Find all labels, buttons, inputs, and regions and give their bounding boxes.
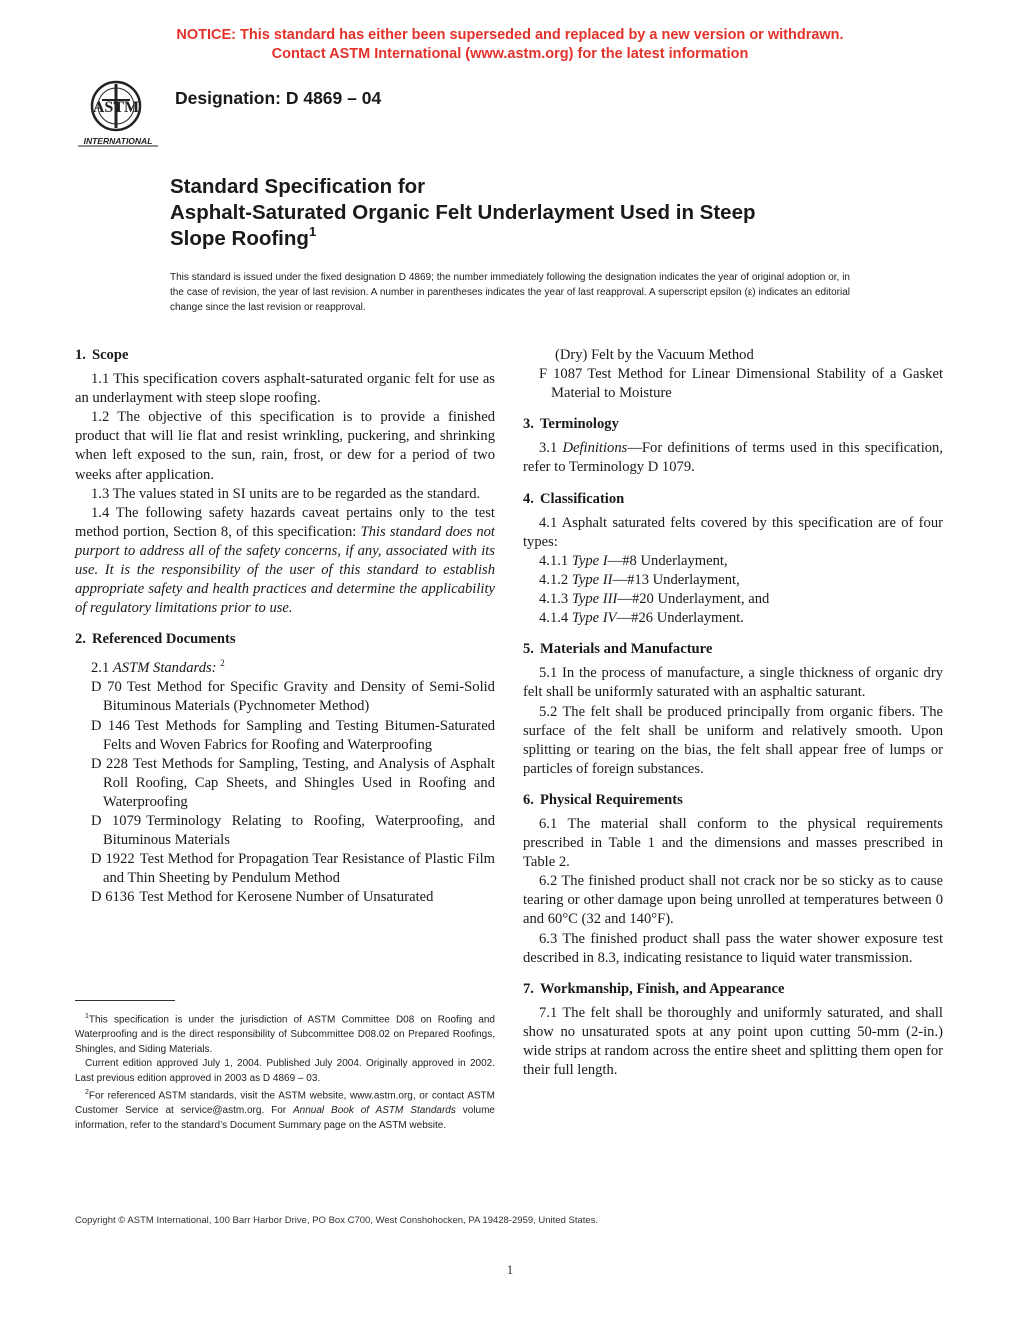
paragraph-7-1: 7.1 The felt shall be thoroughly and uniformly saturated, and shall show no unsaturated spots at any point upon cutting 50-mm (2-in.) wide strips at random across the entire sheet and splitting them open for their full length. xyxy=(523,1004,943,1079)
footnote-1 xyxy=(75,1010,495,1057)
title-line-3 xyxy=(170,226,870,252)
paragraph-2-1-num: 2.1 xyxy=(91,660,113,677)
type-number: 4.1.1 xyxy=(539,552,569,569)
section-number: 6. xyxy=(523,791,534,808)
type-item xyxy=(539,609,943,628)
section-heading-terminology xyxy=(523,415,943,434)
reference-item xyxy=(91,678,495,716)
footnote-2-text-b: volume information, refer to the standard’s Document Summary page on the ASTM website. xyxy=(75,1105,495,1131)
reference-item xyxy=(91,717,495,755)
section-heading-physical-requirements xyxy=(523,791,943,810)
logo-text: ASTM xyxy=(92,99,140,116)
notice-line-1: NOTICE: This standard has either been superseded and replaced by a new version or withdrawn. xyxy=(176,27,844,43)
footnote-2-marker: 2 xyxy=(85,1089,89,1097)
reference-continuation: (Dry) Felt by the Vacuum Method xyxy=(555,347,754,363)
issue-note: This standard is issued under the fixed designation D 4869; the number immediately following the designation indicates the year of original adoption or, in the case of revision, the year of last revision. A number in parentheses indicates the year of last reapproval. A superscript epsilon (ε) indicates an editorial change since the last revision or reapproval. xyxy=(170,272,850,313)
title-line-3-text: Slope Roofing xyxy=(170,227,309,250)
definitions-label: Definitions xyxy=(562,440,628,457)
paragraph-1-4 xyxy=(75,504,495,619)
document-title xyxy=(170,174,870,252)
type-text: —#13 Underlayment, xyxy=(612,571,740,588)
title-line-1: Standard Specification for xyxy=(170,175,426,198)
reference-code: D 228 xyxy=(91,755,128,772)
reference-code: D 70 xyxy=(91,679,122,696)
reference-text: Test Methods for Sampling and Testing Bitumen-Saturated Felts and Woven Fabrics for Roofing and Waterproofing xyxy=(103,717,495,753)
section-heading-scope xyxy=(75,346,495,365)
type-name: Type II xyxy=(571,571,613,588)
type-number: 4.1.3 xyxy=(539,591,569,608)
section-heading-workmanship xyxy=(523,980,943,999)
type-item xyxy=(539,571,943,590)
notice-line-2: Contact ASTM International (www.astm.org) for the latest information xyxy=(271,46,749,62)
paragraph-4-1: 4.1 Asphalt saturated felts covered by this specification are of four types: xyxy=(523,514,943,550)
reference-code: D 1922 xyxy=(91,851,135,868)
reference-code: D 146 xyxy=(91,717,130,734)
reference-item xyxy=(91,850,495,888)
section-title: Classification xyxy=(539,490,625,507)
paragraph-5-1: 5.1 In the process of manufacture, a single thickness of organic dry felt shall be uniformly saturated with an asphaltic saturant. xyxy=(523,665,943,701)
paragraph-6-2: 6.2 The finished product shall not crack nor be so sticky as to cause tearing or other damage upon being unrolled at temperatures between 0 and 60°C (32 and 140°F). xyxy=(523,873,943,928)
reference-code: D 6136 xyxy=(91,889,135,906)
type-number: 4.1.4 xyxy=(539,610,569,627)
page-number: 1 xyxy=(506,1262,514,1277)
type-text: —#26 Underlayment. xyxy=(616,610,744,627)
section-title: Workmanship, Finish, and Appearance xyxy=(539,980,785,997)
paragraph-1-2: 1.2 The objective of this specification is to provide a finished product that will lie flat and resist wrinkling, puckering, and shrinking when left exposed to the sun, rain, frost, or dew for a period of two weeks after application. xyxy=(75,409,495,483)
astm-standards-label: ASTM Standards: xyxy=(112,660,217,677)
section-number: 1. xyxy=(75,347,86,363)
section-title: Scope xyxy=(91,347,129,363)
type-item xyxy=(539,552,943,571)
section-title: Physical Requirements xyxy=(539,791,683,808)
footnote-1-marker: 1 xyxy=(85,1013,89,1020)
type-number: 4.1.2 xyxy=(539,571,569,588)
section-number: 7. xyxy=(523,980,534,997)
type-name: Type III xyxy=(571,591,618,608)
paragraph-3-1-text: —For definitions of terms used in this specification, refer to Terminology D 1079. xyxy=(523,440,943,476)
footnote-divider xyxy=(75,1000,175,1001)
reference-text: Test Method for Specific Gravity and Density of Semi-Solid Bituminous Materials (Pychnometer Method) xyxy=(103,679,495,715)
reference-item xyxy=(91,812,495,850)
section-title: Materials and Manufacture xyxy=(539,641,713,658)
paragraph-1-1: 1.1 This specification covers asphalt-saturated organic felt for use as an underlayment with steep slope roofing. xyxy=(75,371,495,407)
reference-code: F 1087 xyxy=(539,366,583,383)
logo-subtext: INTERNATIONAL xyxy=(83,136,153,146)
reference-item xyxy=(91,888,495,907)
reference-text: Test Methods for Sampling, Testing, and Analysis of Asphalt Roll Roofing, Cap Sheets, and Shingles Used in Roofing and Waterproofing xyxy=(103,755,495,810)
reference-item xyxy=(91,755,495,812)
reference-text: Test Method for Linear Dimensional Stability of a Gasket Material to Moisture xyxy=(551,366,943,402)
copyright: Copyright © ASTM International, 100 Barr Harbor Drive, PO Box C700, West Conshohocken, PA 19428-2959, United States. xyxy=(75,1215,599,1226)
section-title: Terminology xyxy=(539,416,619,433)
safety-caveat: This standard does not purport to address all of the safety concerns, if any, associated with its use. It is the responsibility of the user of this standard to establish appropriate safety and health practices and determine the applicability of regulatory limitations prior to use. xyxy=(75,523,495,617)
footnote-2-text-a: For referenced ASTM standards, visit the ASTM website, www.astm.org, or contact ASTM Customer Service at service@astm.org. For xyxy=(75,1090,495,1117)
paragraph-6-3: 6.3 The finished product shall pass the water shower exposure test described in 8.3, indicating resistance to liquid water transmission. xyxy=(523,930,943,966)
paragraph-1-4-text: 1.4 The following safety hazards caveat pertains only to the test method portion, Section 8, of this specification: xyxy=(75,504,495,540)
section-number: 2. xyxy=(75,631,86,648)
type-text: —#20 Underlayment, and xyxy=(617,591,770,608)
right-column xyxy=(523,346,943,1080)
title-footnote-ref: 1 xyxy=(308,224,317,239)
footnote-1-edition: Current edition approved July 1, 2004. Published July 2004. Originally approved in 2002. Last previous edition approved in 2003 as D 4869 – 03. xyxy=(75,1058,495,1084)
section-number: 3. xyxy=(523,416,534,433)
footnote-2 xyxy=(75,1086,495,1133)
footnote-1-text: This specification is under the jurisdiction of ASTM Committee D08 on Roofing and Waterproofing and is the direct responsibility of Subcommittee D08.02 on Prepared Roofings, Shingles, and Siding Materials. xyxy=(75,1014,495,1055)
paragraph-1-3: 1.3 The values stated in SI units are to be regarded as the standard. xyxy=(91,485,481,502)
type-item xyxy=(539,590,943,609)
astm-logo xyxy=(72,76,164,150)
reference-text: Test Method for Propagation Tear Resistance of Plastic Film and Thin Sheeting by Pendulum Method xyxy=(103,851,495,887)
paragraph-2-1 xyxy=(75,654,495,678)
type-name: Type IV xyxy=(571,610,617,627)
section-heading-referenced-documents xyxy=(75,630,495,649)
reference-item xyxy=(539,365,943,403)
footnote-ref-2: 2 xyxy=(220,658,225,669)
section-heading-classification xyxy=(523,490,943,509)
left-column xyxy=(75,346,495,907)
designation: Designation: D 4869 – 04 xyxy=(175,88,382,108)
section-heading-materials xyxy=(523,640,943,659)
footnote-2-italic: Annual Book of ASTM Standards xyxy=(293,1105,456,1117)
section-title: Referenced Documents xyxy=(91,631,236,648)
footnotes xyxy=(75,1010,495,1133)
section-number: 4. xyxy=(523,490,534,507)
paragraph-3-1 xyxy=(523,439,943,477)
title-line-2: Asphalt-Saturated Organic Felt Underlayment Used in Steep xyxy=(170,201,756,224)
paragraph-6-1: 6.1 The material shall conform to the physical requirements prescribed in Table 1 and the dimensions and masses prescribed in Table 2. xyxy=(523,815,943,871)
superseded-notice xyxy=(0,26,1020,64)
reference-text: Test Method for Kerosene Number of Unsaturated xyxy=(139,889,434,906)
paragraph-5-2: 5.2 The felt shall be produced principally from organic fibers. The surface of the felt shall be uniform and relatively smooth. Upon splitting or tearing on the bias, the felt shall appear free of lumps or particles of foreign substances. xyxy=(523,703,943,777)
reference-code: D 1079 xyxy=(91,813,142,830)
astm-logo-icon xyxy=(72,76,164,150)
section-number: 5. xyxy=(523,641,534,658)
type-text: —#8 Underlayment, xyxy=(607,552,728,569)
reference-text: Terminology Relating to Roofing, Waterproofing, and Bituminous Materials xyxy=(103,813,495,849)
paragraph-3-1-num: 3.1 xyxy=(539,440,563,457)
type-name: Type I xyxy=(571,552,608,569)
